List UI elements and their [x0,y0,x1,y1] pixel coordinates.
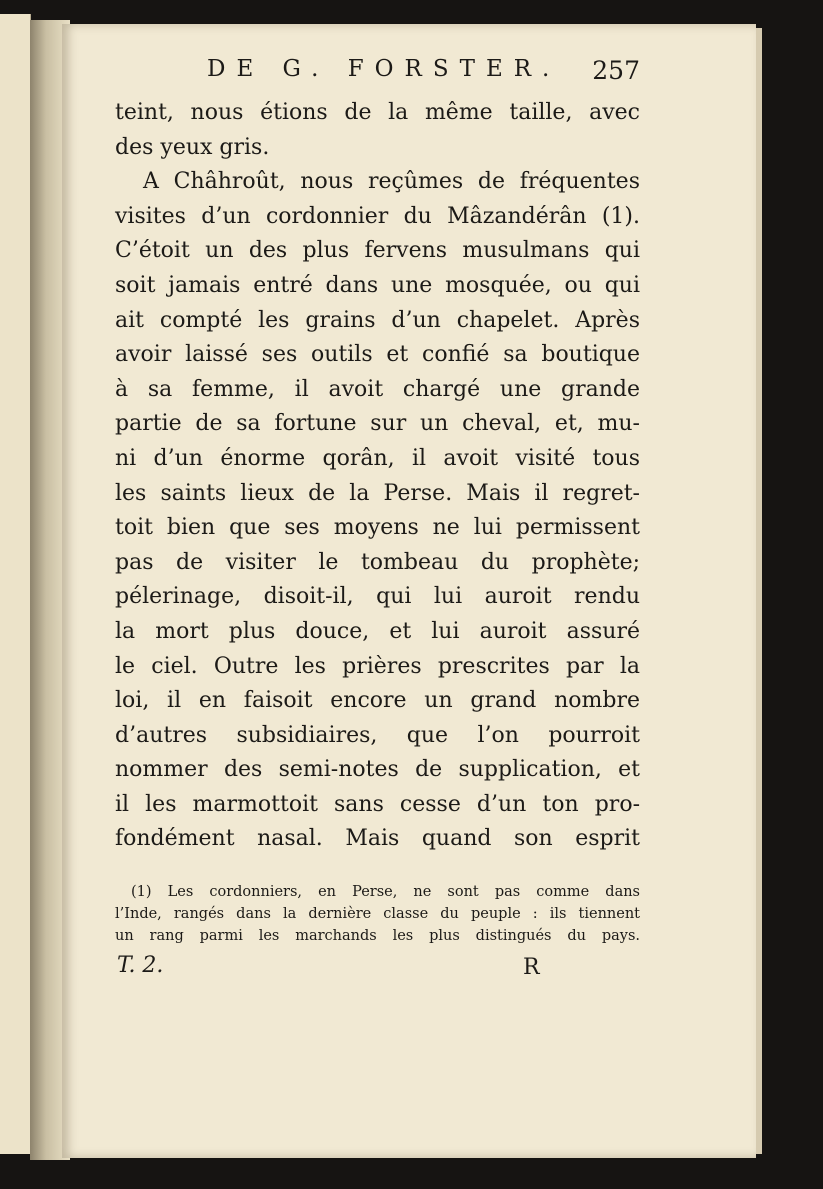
text-line: loi, il en faisoit encore un grand nombre [115,688,640,714]
text-line: partie de sa fortune sur un cheval, et, mu- [115,411,640,437]
footnote-line: (1) Les cordonniers, en Perse, ne sont pas comme dans [131,884,640,901]
signature-row [115,953,640,989]
page-number: 257 [592,56,640,85]
text-line: des yeux gris. [115,134,270,160]
text-line: toit bien que ses moyens ne lui permissent [115,515,640,541]
text-line: soit jamais entré dans une mosquée, ou qui [115,272,640,298]
footnote [115,881,640,947]
text-line: il les marmottoit sans cesse d’un ton pro- [115,791,640,817]
text-line: teint, nous étions de la même taille, avec [115,100,640,125]
footnote-line: un rang parmi les marchands les plus distingués du pays. [115,928,640,945]
running-head [115,56,640,96]
text-line: A Châhroût, nous reçûmes de fréquentes [143,169,640,195]
page-text [115,56,640,989]
body-text [115,96,640,857]
text-line: la mort plus douce, et lui auroit assuré [115,618,640,644]
text-line: ait compté les grains d’un chapelet. Après [115,307,640,333]
text-line: le ciel. Outre les prières prescrites par la [115,653,640,679]
text-line: C’étoit un des plus fervens musulmans qui [115,238,640,264]
text-line: pas de visiter le tombeau du prophète; [115,549,640,575]
text-line: ni d’un énorme qorân, il avoit visité tous [115,445,640,471]
text-line: les saints lieux de la Perse. Mais il regret- [115,480,640,506]
text-line: à sa femme, il avoit chargé une grande [115,376,640,402]
text-line: fondément nasal. Mais quand son esprit [115,826,640,852]
gathering-mark: R [523,955,540,981]
footnote-line: l’Inde, rangés dans la dernière classe du peuple : ils tiennent [115,906,640,923]
text-line: d’autres subsidiaires, que l’on pourroit [115,722,640,748]
text-line: pélerinage, disoit-il, qui lui auroit rendu [115,584,640,610]
text-line: avoir laissé ses outils et confié sa boutique [115,342,640,368]
text-line: visites d’un cordonnier du Mâzandérân (1). [115,203,640,229]
volume-mark: T. 2. [117,953,164,979]
facing-page-edge [0,14,31,1154]
text-line: nommer des semi-notes de supplication, et [115,757,640,783]
page-edge [756,28,762,1154]
running-head-title: DE G. FORSTER. [207,56,561,82]
